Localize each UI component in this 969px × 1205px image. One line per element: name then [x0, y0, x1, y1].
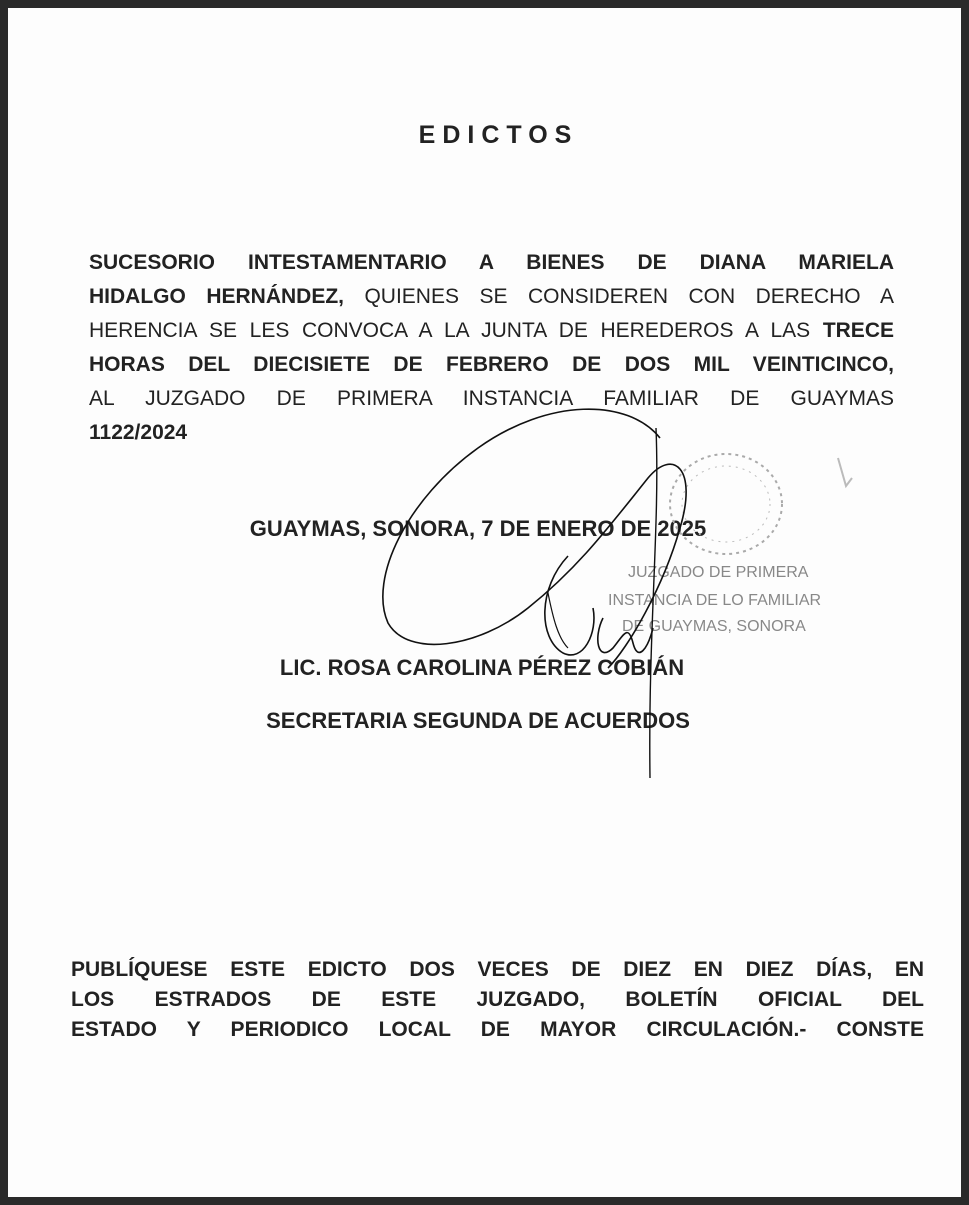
document-page [8, 8, 961, 1197]
signatory-name: LIC. ROSA CAROLINA PÉREZ COBIÁN [279, 655, 685, 680]
decedent-surname: HIDALGO HERNÁNDEZ, [89, 285, 344, 308]
stamp-line-1: JUZGADO DE PRIMERA [628, 564, 809, 581]
case-number: 1122/2024 [89, 421, 188, 444]
hearing-hour: TRECE [822, 319, 894, 342]
stamp-line-2: INSTANCIA DE LO FAMILIAR [608, 592, 822, 609]
notice-line-2: LOS ESTRADOS DE ESTE JUZGADO, BOLETÍN OFICIAL DEL [71, 988, 924, 1011]
document-title: EDICTOS [418, 121, 579, 149]
publication-notice [71, 955, 924, 1045]
body-line-5: AL JUZGADO DE PRIMERA INSTANCIA FAMILIAR DE GUAYMAS [89, 387, 894, 410]
decedent-heading: SUCESORIO INTESTAMENTARIO A BIENES DE DIANA MARIELA [89, 251, 894, 274]
body-text-2: QUIENES SE CONSIDEREN CON DERECHO A [343, 285, 894, 308]
stamp-line-3: DE GUAYMAS, SONORA [622, 618, 806, 635]
signatory-title: SECRETARIA SEGUNDA DE ACUERDOS [266, 708, 690, 733]
body-text-3: HERENCIA SE LES CONVOCA A LA JUNTA DE HEREDEROS A LAS [89, 319, 823, 342]
notice-line-1: PUBLÍQUESE ESTE EDICTO DOS VECES DE DIEZ EN DIEZ DÍAS, EN [71, 958, 924, 981]
place-date: GUAYMAS, SONORA, 7 DE ENERO DE 2025 [249, 516, 707, 541]
hearing-date: HORAS DEL DIECISIETE DE FEBRERO DE DOS MIL VEINTICINCO, [89, 353, 894, 376]
notice-line-3: ESTADO Y PERIODICO LOCAL DE MAYOR CIRCULACIÓN.- CONSTE [71, 1018, 924, 1041]
